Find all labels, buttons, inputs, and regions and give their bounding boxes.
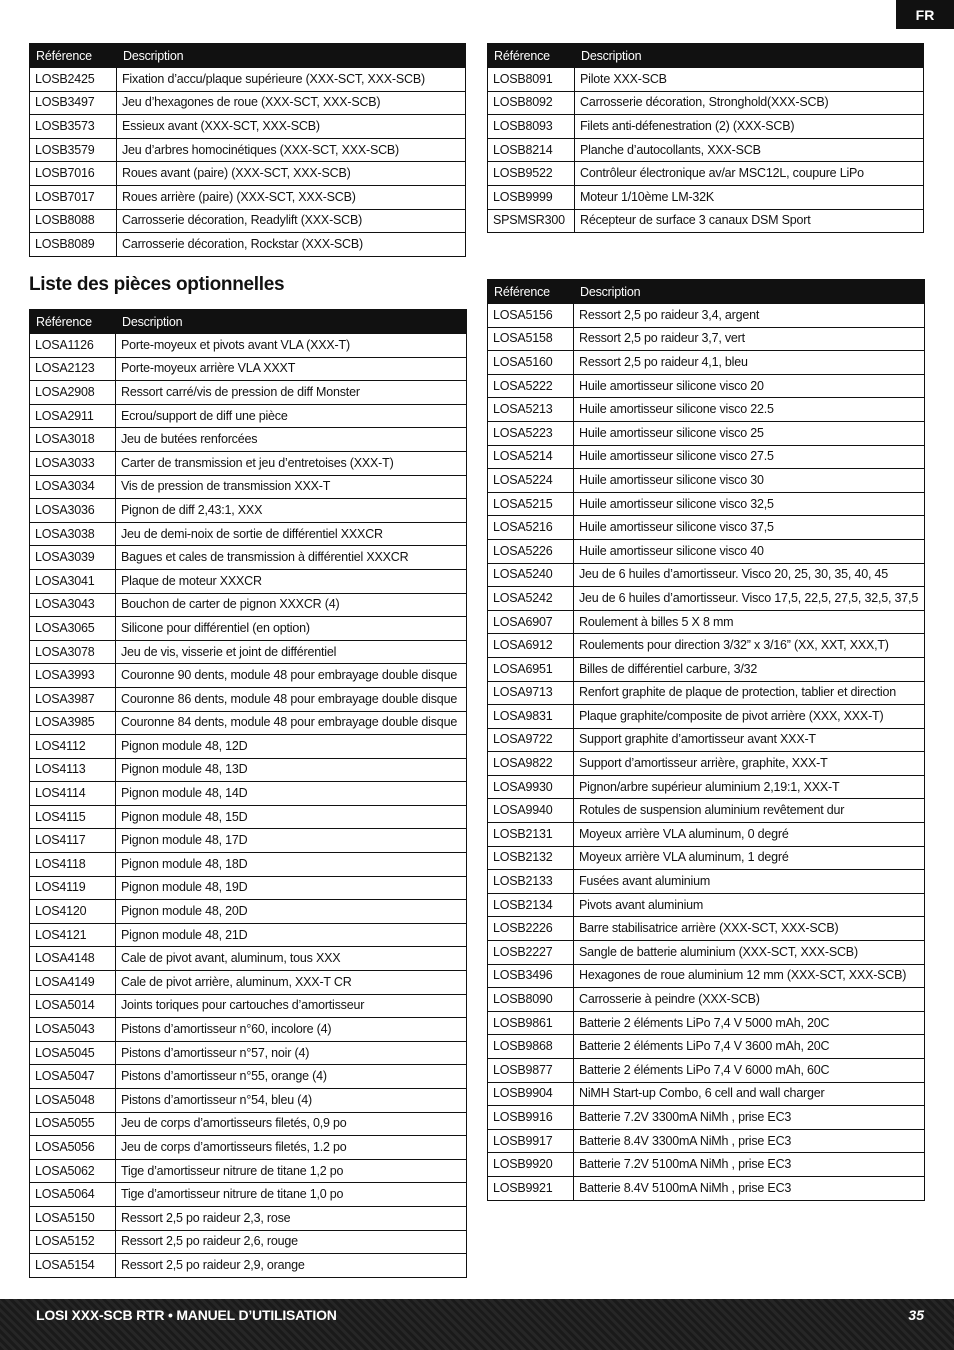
table-row: [30, 923, 467, 947]
part-reference: LOSB2425: [30, 68, 117, 92]
part-description: Ressort 2,5 po raideur 4,1, bleu: [574, 351, 925, 375]
part-description: Carrosserie décoration, Rockstar (XXX-SCB): [117, 233, 466, 257]
page-number: 35: [908, 1307, 924, 1323]
header-description: Description: [116, 310, 467, 334]
table-row: [30, 829, 467, 853]
part-description: Jeu de demi-noix de sortie de différentiel XXXCR: [116, 522, 467, 546]
part-reference: LOSB9904: [488, 1082, 574, 1106]
table-row: [30, 617, 467, 641]
part-description: Pignon module 48, 13D: [116, 758, 467, 782]
table-row: [488, 657, 925, 681]
table-row: [488, 162, 924, 186]
part-description: Pignon module 48, 14D: [116, 782, 467, 806]
part-reference: LOSA5045: [30, 1041, 116, 1065]
part-description: Renfort graphite de plaque de protection, tablier et direction: [574, 681, 925, 705]
table-row: [30, 209, 466, 233]
part-reference: LOS4119: [30, 876, 116, 900]
part-description: Pignon/arbre supérieur aluminium 2,19:1, XXX-T: [574, 775, 925, 799]
part-reference: LOSA5056: [30, 1136, 116, 1160]
part-reference: LOS4117: [30, 829, 116, 853]
part-description: Pignon module 48, 18D: [116, 853, 467, 877]
part-reference: LOSA9831: [488, 705, 574, 729]
part-reference: LOS4114: [30, 782, 116, 806]
part-description: Pistons d’amortisseur n°60, incolore (4): [116, 1018, 467, 1042]
part-reference: LOSA3033: [30, 451, 116, 475]
table-row: [488, 587, 925, 611]
part-reference: LOSA3993: [30, 664, 116, 688]
part-description: Roues avant (paire) (XXX-SCT, XXX-SCB): [117, 162, 466, 186]
table-row: [30, 971, 467, 995]
table-row: [30, 1159, 467, 1183]
part-description: Porte-moyeux arrière VLA XXXT: [116, 357, 467, 381]
part-description: NiMH Start-up Combo, 6 cell and wall charger: [574, 1082, 925, 1106]
part-description: Fixation d’accu/plaque supérieure (XXX-SCT, XXX-SCB): [117, 68, 466, 92]
optional-parts-table-left: [29, 309, 467, 1278]
part-reference: LOSA6912: [488, 634, 574, 658]
part-reference: LOSA3987: [30, 687, 116, 711]
part-reference: LOSB9877: [488, 1059, 574, 1083]
header-reference: Référence: [488, 44, 575, 68]
part-reference: LOSA5064: [30, 1183, 116, 1207]
part-description: Ressort 2,5 po raideur 2,6, rouge: [116, 1230, 467, 1254]
part-description: Ressort 2,5 po raideur 2,9, orange: [116, 1254, 467, 1278]
table-row: [30, 404, 467, 428]
table-row: [488, 823, 925, 847]
table-row: [30, 68, 466, 92]
part-reference: LOSA5055: [30, 1112, 116, 1136]
part-description: Récepteur de surface 3 canaux DSM Sport: [575, 209, 924, 233]
part-reference: LOSA3034: [30, 475, 116, 499]
part-description: Roulements pour direction 3/32” x 3/16” (XX, XXT, XXX,T): [574, 634, 925, 658]
part-reference: LOSA1126: [30, 334, 116, 358]
part-reference: LOSA5156: [488, 304, 574, 328]
page-footer: [0, 1299, 954, 1350]
table-row: [488, 1129, 925, 1153]
table-row: [488, 185, 924, 209]
part-reference: LOSA5048: [30, 1089, 116, 1113]
part-reference: LOSB8214: [488, 138, 575, 162]
part-description: Silicone pour différentiel (en option): [116, 617, 467, 641]
table-row: [30, 1089, 467, 1113]
table-row: [488, 209, 924, 233]
part-description: Batterie 2 éléments LiPo 7,4 V 3600 mAh, 20C: [574, 1035, 925, 1059]
part-description: Couronne 86 dents, module 48 pour embrayage double disque: [116, 687, 467, 711]
header-reference: Référence: [488, 280, 574, 304]
part-reference: LOSB9522: [488, 162, 575, 186]
part-description: Moyeux arrière VLA aluminum, 1 degré: [574, 846, 925, 870]
section-title: Liste des pièces optionnelles: [29, 274, 285, 295]
part-reference: LOSA9713: [488, 681, 574, 705]
part-reference: LOSA3078: [30, 640, 116, 664]
part-description: Roulement à billes 5 X 8 mm: [574, 610, 925, 634]
table-row: [488, 469, 925, 493]
table-row: [30, 1254, 467, 1278]
table-row: [488, 351, 925, 375]
header-reference: Référence: [30, 44, 117, 68]
table-row: [30, 1183, 467, 1207]
table-row: [488, 492, 925, 516]
table-row: [488, 374, 925, 398]
table-row: [488, 1082, 925, 1106]
part-description: Cale de pivot arrière, aluminum, XXX-T CR: [116, 971, 467, 995]
part-reference: LOSA5223: [488, 421, 574, 445]
table-row: [30, 233, 466, 257]
part-description: Pignon module 48, 15D: [116, 805, 467, 829]
part-reference: LOSA9930: [488, 775, 574, 799]
table-row: [30, 1112, 467, 1136]
table-row: [488, 91, 924, 115]
part-description: Pistons d’amortisseur n°57, noir (4): [116, 1041, 467, 1065]
language-tab: FR: [896, 0, 954, 29]
part-description: Pistons d’amortisseur n°54, bleu (4): [116, 1089, 467, 1113]
part-description: Batterie 8.4V 3300mA NiMh , prise EC3: [574, 1129, 925, 1153]
table-row: [488, 1011, 925, 1035]
part-description: Bagues et cales de transmission à différentiel XXXCR: [116, 546, 467, 570]
part-reference: SPSMSR300: [488, 209, 575, 233]
optional-parts-table-right: [487, 279, 925, 1201]
part-description: Pignon module 48, 17D: [116, 829, 467, 853]
header-description: Description: [574, 280, 925, 304]
table-row: [30, 994, 467, 1018]
part-description: Huile amortisseur silicone visco 30: [574, 469, 925, 493]
table-row: [488, 728, 925, 752]
part-description: Pignon module 48, 21D: [116, 923, 467, 947]
table-row: [488, 539, 925, 563]
part-description: Carrosserie à peindre (XXX-SCB): [574, 988, 925, 1012]
table-row: [30, 1136, 467, 1160]
part-description: Carter de transmission et jeu d’entretoises (XXX-T): [116, 451, 467, 475]
part-reference: LOSA5014: [30, 994, 116, 1018]
part-reference: LOSB8089: [30, 233, 117, 257]
parts-table-top-right: [487, 43, 924, 233]
part-reference: LOSA3038: [30, 522, 116, 546]
table-row: [30, 640, 467, 664]
table-row: [488, 775, 925, 799]
table-row: [488, 563, 925, 587]
part-reference: LOSB2134: [488, 893, 574, 917]
part-description: Jeu de 6 huiles d’amortisseur. Visco 17,5, 22,5, 27,5, 32,5, 37,5: [574, 587, 925, 611]
table-row: [488, 1035, 925, 1059]
part-description: Jeu d’arbres homocinétiques (XXX-SCT, XXX-SCB): [117, 138, 466, 162]
table-row: [488, 988, 925, 1012]
table-row: [30, 735, 467, 759]
table-row: [488, 941, 925, 965]
part-description: Filets anti-défenestration (2) (XXX-SCB): [575, 115, 924, 139]
table-row: [488, 421, 925, 445]
part-description: Ressort carré/vis de pression de diff Monster: [116, 381, 467, 405]
part-reference: LOSB2131: [488, 823, 574, 847]
table-row: [488, 445, 925, 469]
part-description: Tige d’amortisseur nitrure de titane 1,0 po: [116, 1183, 467, 1207]
part-reference: LOSB8092: [488, 91, 575, 115]
part-description: Vis de pression de transmission XXX-T: [116, 475, 467, 499]
part-reference: LOSA3039: [30, 546, 116, 570]
header-reference: Référence: [30, 310, 116, 334]
part-reference: LOSB2226: [488, 917, 574, 941]
part-reference: LOSA3065: [30, 617, 116, 641]
table-row: [488, 1059, 925, 1083]
table-row: [30, 138, 466, 162]
table-row: [30, 185, 466, 209]
part-description: Pignon module 48, 20D: [116, 900, 467, 924]
part-reference: LOSB9921: [488, 1176, 574, 1200]
part-reference: LOSA5160: [488, 351, 574, 375]
part-description: Couronne 90 dents, module 48 pour embrayage double disque: [116, 664, 467, 688]
part-reference: LOSA2911: [30, 404, 116, 428]
part-description: Batterie 2 éléments LiPo 7,4 V 5000 mAh, 20C: [574, 1011, 925, 1035]
part-description: Ecrou/support de diff une pièce: [116, 404, 467, 428]
part-reference: LOSB3573: [30, 115, 117, 139]
part-reference: LOSA6951: [488, 657, 574, 681]
table-row: [488, 1106, 925, 1130]
part-reference: LOSB9917: [488, 1129, 574, 1153]
part-reference: LOSA5047: [30, 1065, 116, 1089]
part-reference: LOSA5213: [488, 398, 574, 422]
part-reference: LOSB7016: [30, 162, 117, 186]
part-description: Ressort 2,5 po raideur 3,7, vert: [574, 327, 925, 351]
table-row: [30, 1065, 467, 1089]
part-reference: LOSA5216: [488, 516, 574, 540]
part-description: Plaque de moteur XXXCR: [116, 569, 467, 593]
part-description: Jeu de butées renforcées: [116, 428, 467, 452]
table-row: [488, 870, 925, 894]
table-row: [488, 68, 924, 92]
table-row: [30, 1041, 467, 1065]
part-reference: LOSB7017: [30, 185, 117, 209]
table-row: [488, 304, 925, 328]
table-row: [488, 799, 925, 823]
table-row: [488, 516, 925, 540]
table-row: [30, 900, 467, 924]
table-row: [488, 327, 925, 351]
part-reference: LOSA5226: [488, 539, 574, 563]
part-reference: LOSB9920: [488, 1153, 574, 1177]
table-row: [488, 964, 925, 988]
part-description: Jeu d’hexagones de roue (XXX-SCT, XXX-SCB): [117, 91, 466, 115]
part-reference: LOSA3985: [30, 711, 116, 735]
part-description: Huile amortisseur silicone visco 25: [574, 421, 925, 445]
part-description: Jeu de corps d’amortisseurs filetés, 1.2 po: [116, 1136, 467, 1160]
part-reference: LOSA2908: [30, 381, 116, 405]
part-description: Huile amortisseur silicone visco 20: [574, 374, 925, 398]
table-row: [30, 522, 467, 546]
part-description: Billes de différentiel carbure, 3/32: [574, 657, 925, 681]
table-row: [30, 91, 466, 115]
part-description: Pignon module 48, 19D: [116, 876, 467, 900]
part-reference: LOS4115: [30, 805, 116, 829]
part-reference: LOSA3043: [30, 593, 116, 617]
table-row: [30, 428, 467, 452]
table-row: [30, 805, 467, 829]
part-description: Bouchon de carter de pignon XXXCR (4): [116, 593, 467, 617]
part-reference: LOSB9861: [488, 1011, 574, 1035]
part-reference: LOSA5150: [30, 1206, 116, 1230]
table-row: [488, 752, 925, 776]
table-row: [488, 1176, 925, 1200]
part-description: Essieux avant (XXX-SCT, XXX-SCB): [117, 115, 466, 139]
part-description: Joints toriques pour cartouches d’amortisseur: [116, 994, 467, 1018]
part-reference: LOSA5154: [30, 1254, 116, 1278]
part-description: Carrosserie décoration, Readylift (XXX-SCB): [117, 209, 466, 233]
table-row: [30, 687, 467, 711]
part-description: Huile amortisseur silicone visco 40: [574, 539, 925, 563]
part-description: Ressort 2,5 po raideur 2,3, rose: [116, 1206, 467, 1230]
part-description: Huile amortisseur silicone visco 27.5: [574, 445, 925, 469]
table-row: [488, 610, 925, 634]
part-description: Moteur 1/10ème LM-32K: [575, 185, 924, 209]
table-row: [30, 593, 467, 617]
table-row: [30, 451, 467, 475]
part-description: Pilote XXX-SCB: [575, 68, 924, 92]
part-description: Support graphite d’amortisseur avant XXX-T: [574, 728, 925, 752]
table-row: [488, 1153, 925, 1177]
part-description: Couronne 84 dents, module 48 pour embrayage double disque: [116, 711, 467, 735]
part-reference: LOSA2123: [30, 357, 116, 381]
part-reference: LOS4120: [30, 900, 116, 924]
part-description: Jeu de 6 huiles d’amortisseur. Visco 20, 25, 30, 35, 40, 45: [574, 563, 925, 587]
part-description: Porte-moyeux et pivots avant VLA (XXX-T): [116, 334, 467, 358]
part-reference: LOSA3036: [30, 499, 116, 523]
part-reference: LOSB9916: [488, 1106, 574, 1130]
part-reference: LOSB2227: [488, 941, 574, 965]
part-description: Contrôleur électronique av/ar MSC12L, coupure LiPo: [575, 162, 924, 186]
part-reference: LOSB3579: [30, 138, 117, 162]
table-row: [30, 162, 466, 186]
footer-title: LOSI XXX-SCB RTR • MANUEL D’UTILISATION: [36, 1307, 337, 1323]
part-reference: LOSA9822: [488, 752, 574, 776]
parts-table-top-left: [29, 43, 466, 257]
table-row: [488, 138, 924, 162]
part-description: Batterie 7.2V 5100mA NiMh , prise EC3: [574, 1153, 925, 1177]
part-reference: LOS4113: [30, 758, 116, 782]
part-reference: LOSA9722: [488, 728, 574, 752]
part-reference: LOSA3018: [30, 428, 116, 452]
table-row: [30, 1018, 467, 1042]
table-row: [30, 115, 466, 139]
part-reference: LOSA5158: [488, 327, 574, 351]
header-description: Description: [117, 44, 466, 68]
table-row: [30, 947, 467, 971]
part-reference: LOSA4148: [30, 947, 116, 971]
table-row: [488, 846, 925, 870]
part-reference: LOSA5224: [488, 469, 574, 493]
part-description: Plaque graphite/composite de pivot arrière (XXX, XXX-T): [574, 705, 925, 729]
part-reference: LOSB2132: [488, 846, 574, 870]
part-description: Planche d’autocollants, XXX-SCB: [575, 138, 924, 162]
part-description: Cale de pivot avant, aluminum, tous XXX: [116, 947, 467, 971]
part-description: Moyeux arrière VLA aluminum, 0 degré: [574, 823, 925, 847]
part-description: Rotules de suspension aluminium revêtement dur: [574, 799, 925, 823]
table-row: [488, 115, 924, 139]
part-reference: LOSB3497: [30, 91, 117, 115]
part-reference: LOSB8091: [488, 68, 575, 92]
part-description: Sangle de batterie aluminium (XXX-SCT, XXX-SCB): [574, 941, 925, 965]
part-description: Huile amortisseur silicone visco 22.5: [574, 398, 925, 422]
part-reference: LOSB8088: [30, 209, 117, 233]
part-reference: LOSA5240: [488, 563, 574, 587]
part-reference: LOSA5214: [488, 445, 574, 469]
table-row: [488, 917, 925, 941]
table-row: [30, 876, 467, 900]
table-row: [30, 758, 467, 782]
part-reference: LOSA9940: [488, 799, 574, 823]
part-description: Carrosserie décoration, Stronghold(XXX-SCB): [575, 91, 924, 115]
part-description: Pivots avant aluminium: [574, 893, 925, 917]
part-description: Jeu de vis, visserie et joint de différentiel: [116, 640, 467, 664]
part-description: Batterie 2 éléments LiPo 7,4 V 6000 mAh, 60C: [574, 1059, 925, 1083]
part-reference: LOSB8090: [488, 988, 574, 1012]
table-row: [488, 681, 925, 705]
table-row: [30, 1230, 467, 1254]
part-reference: LOSA5152: [30, 1230, 116, 1254]
table-row: [30, 782, 467, 806]
table-row: [30, 334, 467, 358]
part-reference: LOS4121: [30, 923, 116, 947]
part-reference: LOSB9868: [488, 1035, 574, 1059]
part-description: Hexagones de roue aluminium 12 mm (XXX-SCT, XXX-SCB): [574, 964, 925, 988]
part-description: Batterie 8.4V 5100mA NiMh , prise EC3: [574, 1176, 925, 1200]
table-row: [488, 398, 925, 422]
part-description: Ressort 2,5 po raideur 3,4, argent: [574, 304, 925, 328]
part-reference: LOSB3496: [488, 964, 574, 988]
part-reference: LOSB8093: [488, 115, 575, 139]
part-reference: LOSB9999: [488, 185, 575, 209]
header-description: Description: [575, 44, 924, 68]
part-description: Pistons d’amortisseur n°55, orange (4): [116, 1065, 467, 1089]
table-row: [30, 499, 467, 523]
table-row: [30, 1206, 467, 1230]
table-row: [30, 853, 467, 877]
part-description: Roues arrière (paire) (XXX-SCT, XXX-SCB): [117, 185, 466, 209]
part-description: Tige d’amortisseur nitrure de titane 1,2 po: [116, 1159, 467, 1183]
part-reference: LOSA6907: [488, 610, 574, 634]
table-row: [30, 664, 467, 688]
part-reference: LOSA5043: [30, 1018, 116, 1042]
table-row: [30, 381, 467, 405]
part-description: Jeu de corps d’amortisseurs filetés, 0,9 po: [116, 1112, 467, 1136]
part-description: Support d’amortisseur arrière, graphite, XXX-T: [574, 752, 925, 776]
table-row: [30, 569, 467, 593]
part-description: Batterie 7.2V 3300mA NiMh , prise EC3: [574, 1106, 925, 1130]
part-reference: LOSB2133: [488, 870, 574, 894]
part-reference: LOSA5215: [488, 492, 574, 516]
part-description: Pignon module 48, 12D: [116, 735, 467, 759]
part-reference: LOSA5062: [30, 1159, 116, 1183]
table-row: [30, 546, 467, 570]
part-description: Pignon de diff 2,43:1, XXX: [116, 499, 467, 523]
table-row: [488, 705, 925, 729]
part-description: Huile amortisseur silicone visco 32,5: [574, 492, 925, 516]
part-reference: LOS4112: [30, 735, 116, 759]
part-reference: LOSA4149: [30, 971, 116, 995]
part-description: Huile amortisseur silicone visco 37,5: [574, 516, 925, 540]
part-reference: LOSA3041: [30, 569, 116, 593]
part-reference: LOSA5222: [488, 374, 574, 398]
part-description: Barre stabilisatrice arrière (XXX-SCT, XXX-SCB): [574, 917, 925, 941]
table-row: [30, 475, 467, 499]
part-reference: LOSA5242: [488, 587, 574, 611]
table-row: [488, 634, 925, 658]
table-row: [30, 357, 467, 381]
table-row: [30, 711, 467, 735]
table-row: [488, 893, 925, 917]
part-description: Fusées avant aluminium: [574, 870, 925, 894]
part-reference: LOS4118: [30, 853, 116, 877]
